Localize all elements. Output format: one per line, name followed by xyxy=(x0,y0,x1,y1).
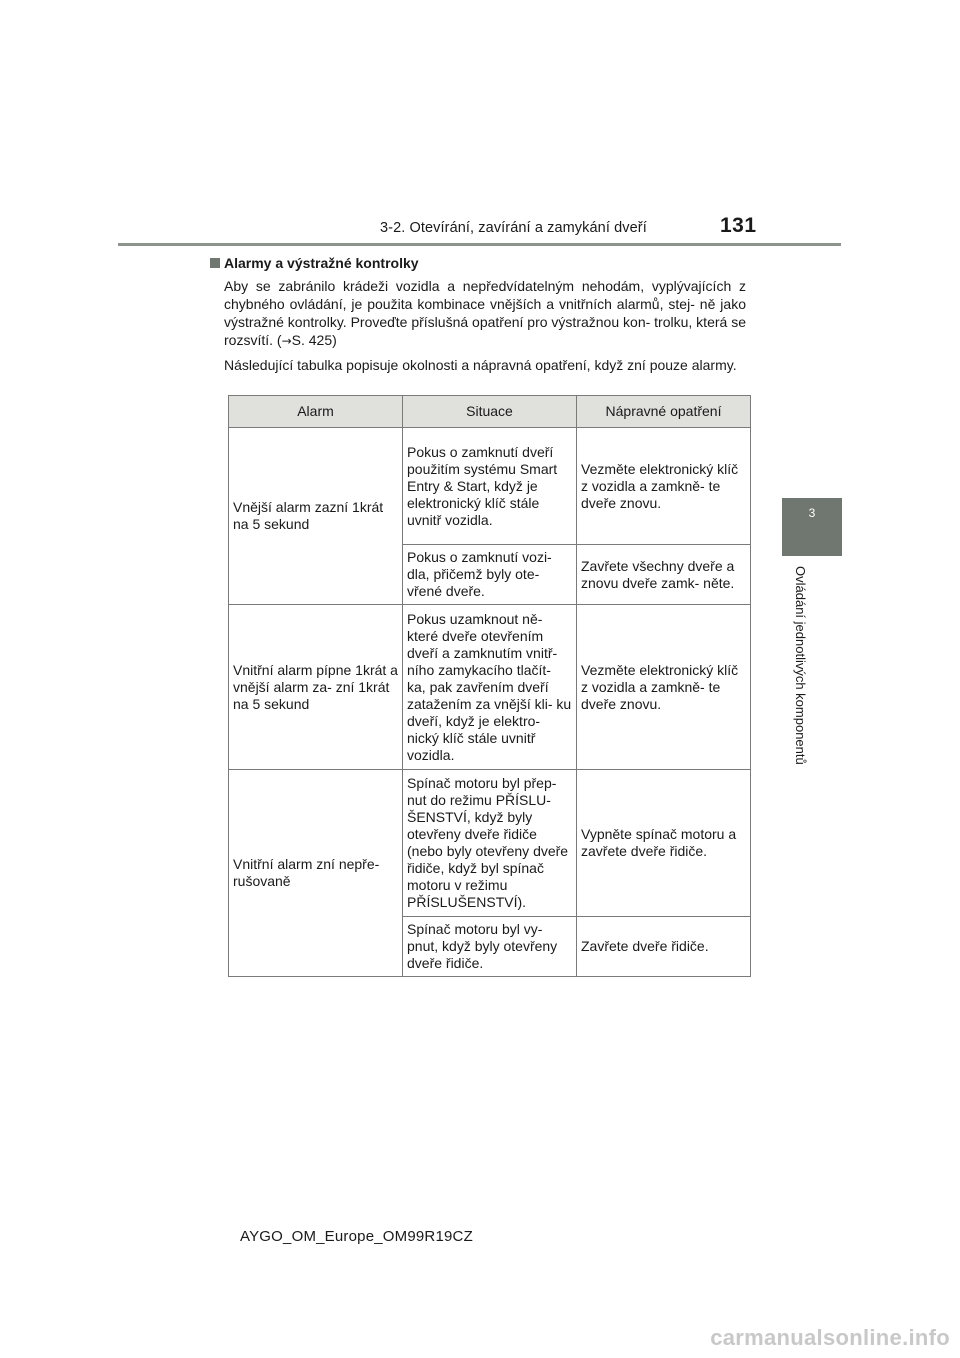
manual-code: AYGO_OM_Europe_OM99R19CZ xyxy=(240,1228,473,1245)
table-row xyxy=(229,428,751,545)
alarm-table xyxy=(228,395,751,977)
alarm-cell: Vnitřní alarm pípne 1krát a vnější alarm za- zní 1krát na 5 sekund xyxy=(229,605,403,770)
column-header-action: Nápravné opatření xyxy=(577,396,751,428)
page-number: 131 xyxy=(720,214,757,237)
chapter-number: 3 xyxy=(808,506,816,520)
page-reference[interactable]: S. 425) xyxy=(291,332,337,348)
action-cell: Zavřete všechny dveře a znovu dveře zamk- něte. xyxy=(577,545,751,605)
square-bullet-icon xyxy=(210,258,220,268)
alarm-cell: Vnitřní alarm zní nepře- rušovaně xyxy=(229,770,403,977)
alarm-cell: Vnější alarm zazní 1krát na 5 sekund xyxy=(229,428,403,605)
action-cell: Vypněte spínač motoru a zavřete dveře řidiče. xyxy=(577,770,751,917)
chapter-tab xyxy=(782,498,842,556)
section-title: 3-2. Otevírání, zavírání a zamykání dveří xyxy=(380,220,647,236)
table-row xyxy=(229,770,751,917)
intro-text: Aby se zabránilo krádeži vozidla a nepředvídatelným nehodám, vyplývajících z chybného ovládání, je použita kombinace vnějších a vnitřních alarmů, stej- ně jako výstražné kontrolky. Proveďte příslušná opatření pro výstražnou kon- trolku, která se rozsvítí. ( xyxy=(224,278,746,348)
table-row xyxy=(229,605,751,770)
action-cell: Vezměte elektronický klíč z vozidla a zamkně- te dveře znovu. xyxy=(577,428,751,545)
watermark: carmanualsonline.info xyxy=(710,1325,950,1350)
action-cell: Zavřete dveře řidiče. xyxy=(577,917,751,977)
table-intro-paragraph: Následující tabulka popisuje okolnosti a nápravná opatření, když zní pouze alarmy. xyxy=(224,357,737,373)
arrow-right-icon: → xyxy=(281,334,292,348)
section-heading-text: Alarmy a výstražné kontrolky xyxy=(224,255,419,271)
table-header-row xyxy=(229,396,751,428)
intro-paragraph xyxy=(224,277,746,350)
situation-cell: Pokus o zamknutí dveří použitím systému Smart Entry & Start, když je elektronický klíč stále uvnitř vozidla. xyxy=(403,428,577,545)
column-header-situation: Situace xyxy=(403,396,577,428)
chapter-title: Ovládání jednotlivých komponentů xyxy=(793,566,808,765)
situation-cell: Pokus uzamknout ně- které dveře otevřením dveří a zamknutím vnitř- ního zamykacího tlačít- ka, pak zavřením dveří zatažením za vnější kli- ku dveří, když je elektro- nický klíč stále uvnitř vozidla. xyxy=(403,605,577,770)
column-header-alarm: Alarm xyxy=(229,396,403,428)
situation-cell: Pokus o zamknutí vozi- dla, přičemž byly ote- vřené dveře. xyxy=(403,545,577,605)
section-heading xyxy=(210,254,746,273)
situation-cell: Spínač motoru byl vy- pnut, když byly otevřeny dveře řidiče. xyxy=(403,917,577,977)
action-cell: Vezměte elektronický klíč z vozidla a zamkně- te dveře znovu. xyxy=(577,605,751,770)
main-content xyxy=(210,254,746,380)
situation-cell: Spínač motoru byl přep- nut do režimu PŘÍSLU- ŠENSTVÍ, když byly otevřeny dveře řidiče (nebo byly otevřeny dveře řidiče, když byl spínač motoru v režimu PŘÍSLUŠENSTVÍ). xyxy=(403,770,577,917)
header-divider xyxy=(118,243,841,246)
